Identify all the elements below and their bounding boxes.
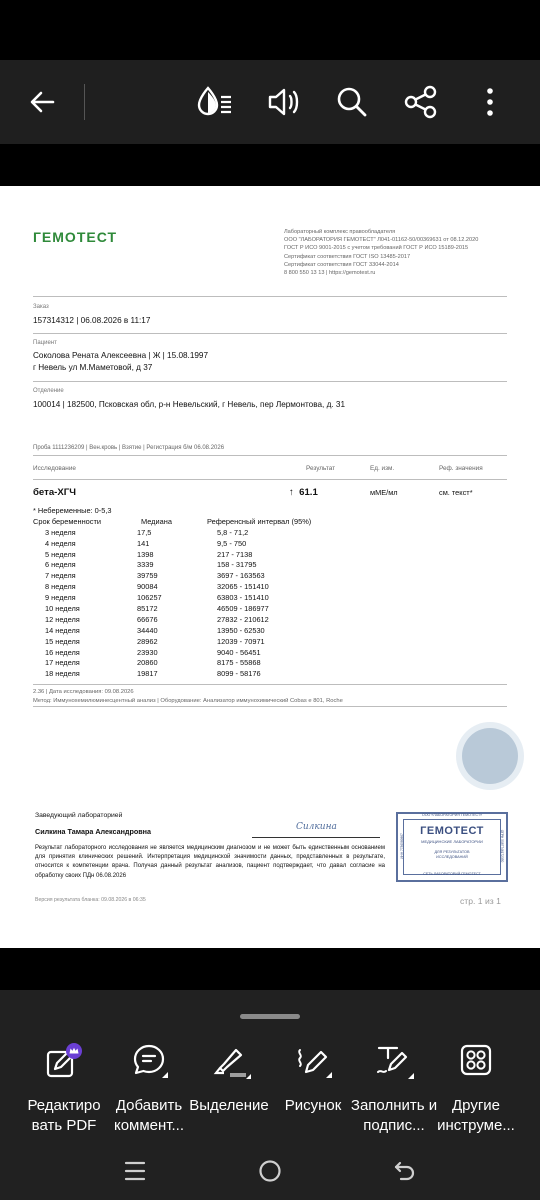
arrow-left-icon[interactable]: [22, 82, 62, 122]
ref-cell: 3697 - 163563: [217, 571, 265, 581]
edit-pdf-icon: [19, 1042, 109, 1086]
ref-cell: 18 неделя: [45, 669, 80, 679]
ref-cell: 19817: [137, 669, 158, 679]
add-comment-icon: [104, 1042, 194, 1086]
divider: [33, 333, 507, 334]
ref-cell: 46509 - 186977: [217, 604, 269, 614]
ref-cell: 5,8 - 71,2: [217, 527, 249, 537]
recent-apps-icon[interactable]: [122, 1158, 148, 1184]
stamp-mid: ДЛЯ РЕЗУЛЬТАТОВ ИССЛЕДОВАНИЙ: [434, 850, 470, 859]
test-ref: см. текст*: [439, 488, 473, 497]
stamp-right: ОГРН 5087746172350: [500, 829, 504, 863]
edit-pdf-label: Редактиро вать PDF: [27, 1097, 101, 1134]
ref-cell: 20860: [137, 658, 158, 668]
lab-info-line: Лабораторный комплекс правообладателя: [284, 229, 396, 235]
method-note: Метод: Иммунохемилюминесцентный анализ | Оборудование: Анализатор иммунохимический Cobas e 801, Roche: [33, 698, 343, 704]
head-lab-title: Заведующий лабораторией: [35, 812, 123, 819]
status-bar: [0, 0, 540, 60]
ref-cell: 12039 - 70971: [217, 636, 265, 646]
col-result: Результат: [306, 465, 336, 472]
ref-cell: 6 неделя: [45, 560, 76, 570]
signature: Силкина: [296, 822, 337, 832]
ref-cell: 14 неделя: [45, 625, 80, 635]
version-note: Версия результата бланка: 09.08.2026 в 06:35: [35, 897, 146, 903]
ref-header-cell: Медиана: [141, 516, 172, 526]
stamp-brand: ГЕМОТЕСТ: [420, 825, 484, 837]
ref-cell: 8099 - 58176: [217, 669, 261, 679]
divider: [33, 296, 507, 297]
ref-cell: 66676: [137, 614, 158, 624]
search-icon[interactable]: [332, 82, 372, 122]
ref-cell: 9 неделя: [45, 593, 76, 603]
divider: [33, 455, 507, 456]
ref-header-cell: Срок беременности: [33, 516, 101, 526]
head-lab-name: Силкина Тамара Александровна: [35, 827, 152, 836]
fill-sign-label: Заполнить и подпис...: [350, 1097, 438, 1134]
more-vert-icon[interactable]: [470, 82, 510, 122]
home-icon[interactable]: [257, 1158, 283, 1184]
patient-address: г Невель ул М.Маметовой, д 37: [33, 363, 153, 372]
patient-name: Соколова Рената Алексеевна | Ж | 15.08.1997: [33, 351, 209, 360]
ref-cell: 27832 - 210612: [217, 614, 269, 624]
ref-cell: 7 неделя: [45, 571, 76, 581]
lab-info-line: Сертификат соответствия ГОСТ 33044-2014: [284, 261, 399, 268]
ref-cell: 9,5 - 750: [217, 538, 247, 548]
ref-cell: 158 - 31795: [217, 560, 257, 570]
ref-cell: 17,5: [137, 527, 152, 537]
nonpregnant-text: * Небеременные: 0-5,3: [33, 506, 112, 515]
document-gap: [0, 144, 540, 186]
ref-cell: 13950 - 62530: [217, 625, 265, 635]
arrow-up-icon: ↑: [289, 487, 294, 498]
ref-header-cell: Референсный интервал (95%): [207, 516, 312, 526]
lab-info-line: Сертификат соответствия ГОСТ ISO 13485-2017: [284, 253, 411, 260]
test-name: бета-ХГЧ: [33, 487, 76, 498]
ref-cell: 9040 - 56451: [217, 647, 261, 657]
highlight-icon: [184, 1042, 274, 1086]
department-label: Отделение: [33, 388, 64, 394]
system-navbar: [0, 1142, 540, 1200]
toolbar-divider: [84, 84, 85, 120]
stamp-bottom: СЕТЬ ЛАБОРАТОРИЙ ГЕМОТЕСТ: [423, 872, 481, 876]
ref-cell: 32065 - 151410: [217, 582, 269, 592]
add-comment-label: Добавить коммент...: [113, 1097, 185, 1134]
draw-label: Рисунок: [284, 1097, 342, 1114]
lab-info-line: 8 800 550 13 13 | https://gemotest.ru: [284, 270, 376, 277]
scroll-fab[interactable]: [462, 728, 518, 784]
more-tools-button[interactable]: [431, 1042, 521, 1136]
sheet-handle[interactable]: [240, 1014, 300, 1019]
ref-cell: 39759: [137, 571, 158, 581]
department-value: 100014 | 182500, Псковская обл, р-н Невельский, г Невель, пер Лермонтова, д. 31: [33, 400, 346, 409]
top-toolbar: [0, 60, 540, 144]
more-tools-icon: [431, 1042, 521, 1086]
lab-info: [284, 228, 524, 277]
test-result: [289, 487, 318, 498]
highlight-button[interactable]: [184, 1042, 274, 1116]
ref-cell: 3 неделя: [45, 527, 76, 537]
read-aloud-icon[interactable]: [264, 82, 304, 122]
col-ref: Реф. значения: [439, 465, 483, 472]
signature-line: [252, 837, 380, 838]
stamp-left: ИНН 7736589867: [400, 833, 404, 859]
test-unit: мМЕ/мл: [370, 488, 398, 497]
lab-stamp: [396, 812, 508, 882]
highlight-label: Выделение: [189, 1097, 269, 1114]
bottom-toolbar: [0, 990, 540, 1142]
ref-cell: 90084: [137, 582, 158, 592]
edit-pdf-button[interactable]: [19, 1042, 109, 1136]
disclaimer: Результат лабораторного исследования не является медицинским диагнозом и не может быть единственным основанием для принятия клинических решений. Интерпретация медицинской значимости данных, представленных в результате, относится к компетенции врача. Получая данный результат анализов, пациент подтверждает, что давал согласие на обработку своих ПДн 06.08.2026: [35, 845, 385, 879]
page-number: стр. 1 из 1: [460, 896, 501, 906]
test-result-value: 61.1: [299, 487, 318, 498]
pdf-page[interactable]: [0, 186, 540, 948]
draw-icon: [268, 1042, 358, 1086]
back-icon[interactable]: [392, 1158, 418, 1184]
ref-cell: 217 - 7138: [217, 549, 253, 559]
divider: [33, 381, 507, 382]
ref-cell: 4 неделя: [45, 538, 76, 548]
ref-cell: 8 неделя: [45, 582, 76, 592]
share-icon[interactable]: [401, 82, 441, 122]
ref-cell: 12 неделя: [45, 614, 80, 624]
order-value: 157314312 | 06.08.2026 в 11:17: [33, 316, 151, 325]
order-label: Заказ: [33, 304, 49, 310]
company-logo: ГЕМОТЕСТ: [33, 229, 118, 245]
lab-info-line: ООО "ЛАБОРАТОРИЯ ГЕМОТЕСТ" Л041-01162-50/00369631 от 08.12.2020: [284, 237, 479, 244]
study-date-note: 2.36 | Дата исследования: 09.08.2026: [33, 689, 134, 695]
divider: [33, 479, 507, 480]
fill-sign-icon: [349, 1042, 439, 1086]
ref-cell: 1398: [137, 549, 154, 559]
ref-cell: 23930: [137, 647, 158, 657]
ref-cell: 85172: [137, 604, 158, 614]
reader-mode-icon[interactable]: [195, 82, 235, 122]
fill-sign-button[interactable]: [349, 1042, 439, 1136]
draw-button[interactable]: [268, 1042, 358, 1116]
ref-cell: 8175 - 55868: [217, 658, 261, 668]
col-unit: Ед. изм.: [370, 465, 395, 472]
ref-cell: 34440: [137, 625, 158, 635]
ref-cell: 141: [137, 538, 150, 548]
ref-cell: 28962: [137, 636, 158, 646]
divider: [33, 706, 507, 707]
add-comment-button[interactable]: [104, 1042, 194, 1136]
stamp-top: ООО «ЛАБОРАТОРИЯ ГЕМОТЕСТ»: [421, 813, 483, 817]
sample-line: Проба 1111236209 | Вен.кровь | Взятие | Регистрация б/м 06.08.2026: [33, 445, 225, 451]
more-tools-label: Другие инструме...: [437, 1097, 515, 1134]
ref-cell: 15 неделя: [45, 636, 80, 646]
ref-cell: 10 неделя: [45, 604, 80, 614]
patient-label: Пациент: [33, 340, 57, 346]
ref-cell: 5 неделя: [45, 549, 76, 559]
ref-cell: 106257: [137, 593, 162, 603]
ref-cell: 63803 - 151410: [217, 593, 269, 603]
ref-cell: 17 неделя: [45, 658, 80, 668]
divider: [33, 684, 507, 685]
stamp-sub: МЕДИЦИНСКИЕ ЛАБОРАТОРИИ: [421, 839, 483, 844]
col-test: Исследование: [33, 465, 76, 472]
lab-info-line: ГОСТ Р ИСО 9001-2015 с учетом требований ГОСТ Р ИСО 15189-2015: [284, 245, 469, 252]
ref-cell: 16 неделя: [45, 647, 80, 657]
ref-cell: 3339: [137, 560, 154, 570]
